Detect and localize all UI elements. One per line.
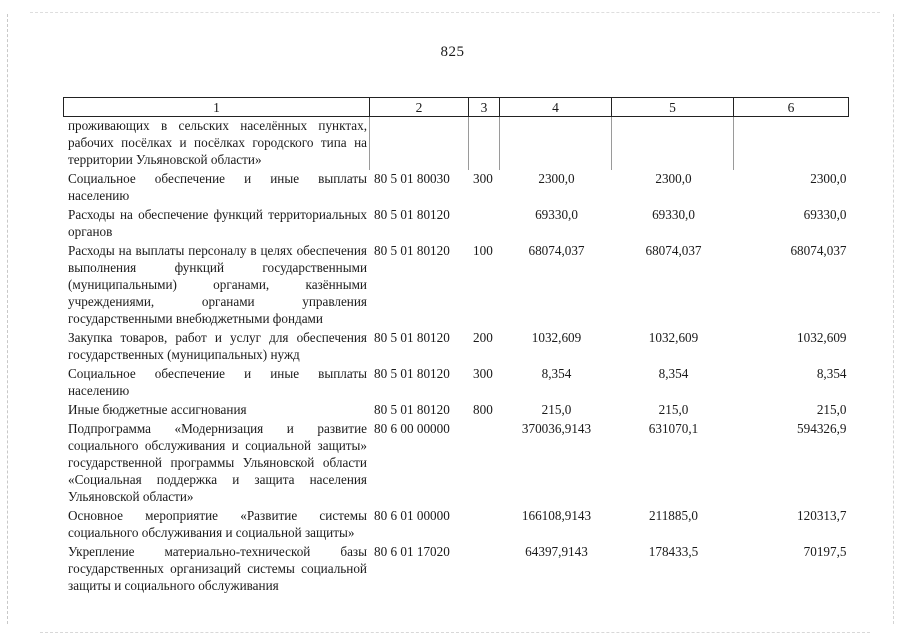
row-value-3 <box>734 117 849 171</box>
row-value-3: 70197,5 <box>734 543 849 596</box>
scan-edge-right <box>893 14 895 624</box>
row-value-3: 2300,0 <box>734 170 849 206</box>
row-code: 80 5 01 80120 <box>370 365 469 401</box>
row-name: Расходы на обеспечение функций территориальных органов <box>64 206 370 242</box>
scan-edge-bottom <box>40 632 870 634</box>
row-value-3: 69330,0 <box>734 206 849 242</box>
row-value-1: 2300,0 <box>500 170 612 206</box>
row-value-3: 68074,037 <box>734 242 849 329</box>
table-row <box>64 543 849 596</box>
row-name: Подпрограмма «Модернизация и развитие социального обслуживания и социальной защиты» государственной программы Ульяновской области «Социальная поддержка и защита населения Ульяновской области» <box>64 420 370 507</box>
row-expense-type <box>469 206 500 242</box>
row-code: 80 6 01 00000 <box>370 507 469 543</box>
row-value-1: 370036,9143 <box>500 420 612 507</box>
table-row <box>64 206 849 242</box>
row-value-2: 631070,1 <box>612 420 734 507</box>
row-value-2: 1032,609 <box>612 329 734 365</box>
table-header-row <box>64 98 849 117</box>
row-value-1: 8,354 <box>500 365 612 401</box>
scan-edge-left <box>7 14 9 624</box>
row-expense-type: 100 <box>469 242 500 329</box>
row-value-1 <box>500 117 612 171</box>
column-header-4: 4 <box>500 98 612 117</box>
row-name: Расходы на выплаты персоналу в целях обеспечения выполнения функций государственными (муниципальными) органами, казёнными учреждениями, органами управления государственными внебюджетными фондами <box>64 242 370 329</box>
column-header-3: 3 <box>469 98 500 117</box>
row-code: 80 5 01 80030 <box>370 170 469 206</box>
row-value-2: 215,0 <box>612 401 734 420</box>
row-expense-type <box>469 117 500 171</box>
row-value-2: 2300,0 <box>612 170 734 206</box>
row-value-1: 68074,037 <box>500 242 612 329</box>
row-value-3: 120313,7 <box>734 507 849 543</box>
row-value-3: 594326,9 <box>734 420 849 507</box>
row-name: Основное мероприятие «Развитие системы социального обслуживания и социальной защиты» <box>64 507 370 543</box>
row-expense-type: 300 <box>469 170 500 206</box>
row-expense-type <box>469 420 500 507</box>
row-value-2: 68074,037 <box>612 242 734 329</box>
row-value-2 <box>612 117 734 171</box>
row-code <box>370 117 469 171</box>
table-row <box>64 365 849 401</box>
row-name: Укрепление материально-технической базы государственных организаций системы социальной защиты и социального обслуживания <box>64 543 370 596</box>
row-name: проживающих в сельских населённых пунктах, рабочих посёлках и посёлках городского типа на территории Ульяновской области» <box>64 117 370 171</box>
row-value-3: 1032,609 <box>734 329 849 365</box>
row-value-2: 8,354 <box>612 365 734 401</box>
table-row <box>64 329 849 365</box>
column-header-6: 6 <box>734 98 849 117</box>
row-value-3: 215,0 <box>734 401 849 420</box>
row-value-1: 64397,9143 <box>500 543 612 596</box>
row-code: 80 5 01 80120 <box>370 206 469 242</box>
row-value-2: 178433,5 <box>612 543 734 596</box>
row-value-1: 166108,9143 <box>500 507 612 543</box>
row-value-1: 215,0 <box>500 401 612 420</box>
table-row <box>64 507 849 543</box>
row-code: 80 5 01 80120 <box>370 401 469 420</box>
column-header-1: 1 <box>64 98 370 117</box>
column-header-5: 5 <box>612 98 734 117</box>
row-expense-type <box>469 543 500 596</box>
row-code: 80 5 01 80120 <box>370 242 469 329</box>
row-expense-type: 800 <box>469 401 500 420</box>
table-row <box>64 401 849 420</box>
scan-edge-top <box>30 12 880 14</box>
row-name: Социальное обеспечение и иные выплаты населению <box>64 170 370 206</box>
budget-table <box>63 97 849 596</box>
row-expense-type: 300 <box>469 365 500 401</box>
table-row <box>64 420 849 507</box>
table-row <box>64 170 849 206</box>
row-name: Закупка товаров, работ и услуг для обеспечения государственных (муниципальных) нужд <box>64 329 370 365</box>
row-code: 80 5 01 80120 <box>370 329 469 365</box>
row-value-3: 8,354 <box>734 365 849 401</box>
row-expense-type: 200 <box>469 329 500 365</box>
row-name: Социальное обеспечение и иные выплаты населению <box>64 365 370 401</box>
page-number: 825 <box>440 44 465 60</box>
row-code: 80 6 01 17020 <box>370 543 469 596</box>
row-value-2: 211885,0 <box>612 507 734 543</box>
row-value-1: 1032,609 <box>500 329 612 365</box>
row-name: Иные бюджетные ассигнования <box>64 401 370 420</box>
table-row <box>64 117 849 171</box>
table-row <box>64 242 849 329</box>
column-header-2: 2 <box>370 98 469 117</box>
row-expense-type <box>469 507 500 543</box>
row-code: 80 6 00 00000 <box>370 420 469 507</box>
row-value-2: 69330,0 <box>612 206 734 242</box>
row-value-1: 69330,0 <box>500 206 612 242</box>
